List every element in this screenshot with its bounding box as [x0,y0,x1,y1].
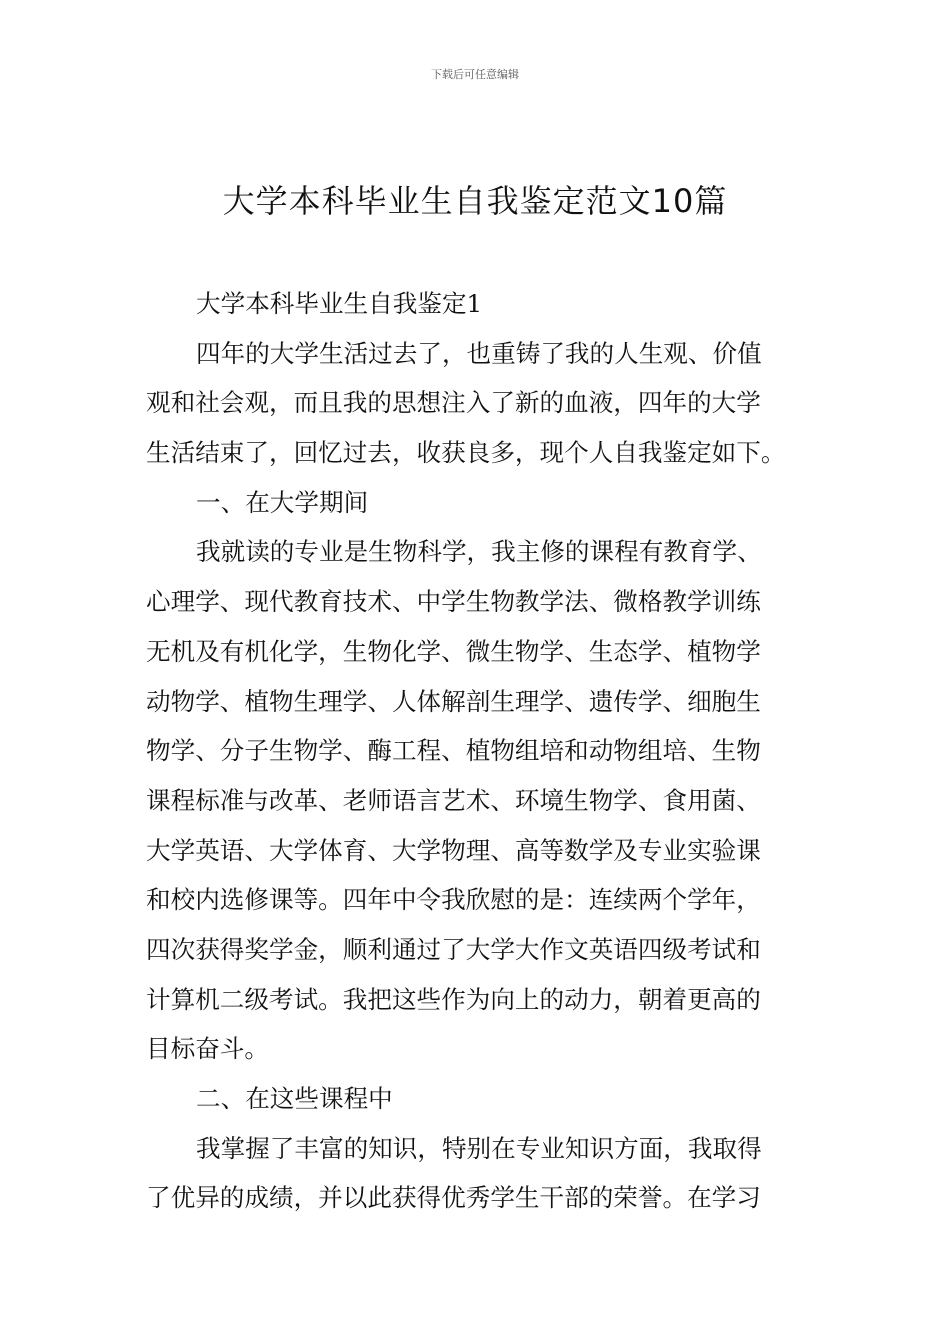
text-line: 心理学、现代教育技术、中学生物教学法、微格教学训练 [146,587,761,617]
text-line: 无机及有机化学，生物化学、微生物学、生态学、植物学 [146,636,761,666]
text-line: 大学英语、大学体育、大学物理、高等数学及专业实验课 [146,835,761,865]
text-line: 目标奋斗。 [146,1034,269,1064]
text-line: 动物学、植物生理学、人体解剖生理学、遗传学、细胞生 [146,686,761,716]
text-line: 课程标准与改革、老师语言艺术、环境生物学、食用菌、 [146,785,761,815]
text-line: 物学、分子生物学、酶工程、植物组培和动物组培、生物 [146,736,761,766]
text-line: 和校内选修课等。四年中令我欣慰的是：连续两个学年， [146,885,761,915]
text-line: 四年的大学生活过去了，也重铸了我的人生观、价值 [196,338,762,368]
text-line: 一、在大学期间 [196,487,369,517]
text-line: 大学本科毕业生自我鉴定1 [196,289,483,318]
text-line: 我就读的专业是生物科学，我主修的课程有教育学、 [196,537,762,567]
text-line: 生活结束了，回忆过去，收获良多，现个人自我鉴定如下。 [146,438,786,468]
text-line: 我掌握了丰富的知识，特别在专业知识方面，我取得 [196,1133,762,1163]
text-line: 二、在这些课程中 [196,1084,393,1113]
document-body [146,279,806,1223]
text-line: 计算机二级考试。我把这些作为向上的动力，朝着更高的 [146,984,761,1014]
document-title: 大学本科毕业生自我鉴定范文10篇 [222,182,728,220]
text-line: 了优异的成绩，并以此获得优秀学生干部的荣誉。在学习 [146,1183,761,1213]
header-note: 下载后可任意编辑 [431,68,519,81]
text-line: 四次获得奖学金，顺利通过了大学大作文英语四级考试和 [146,934,761,964]
text-line: 观和社会观，而且我的思想注入了新的血液，四年的大学 [146,388,761,418]
